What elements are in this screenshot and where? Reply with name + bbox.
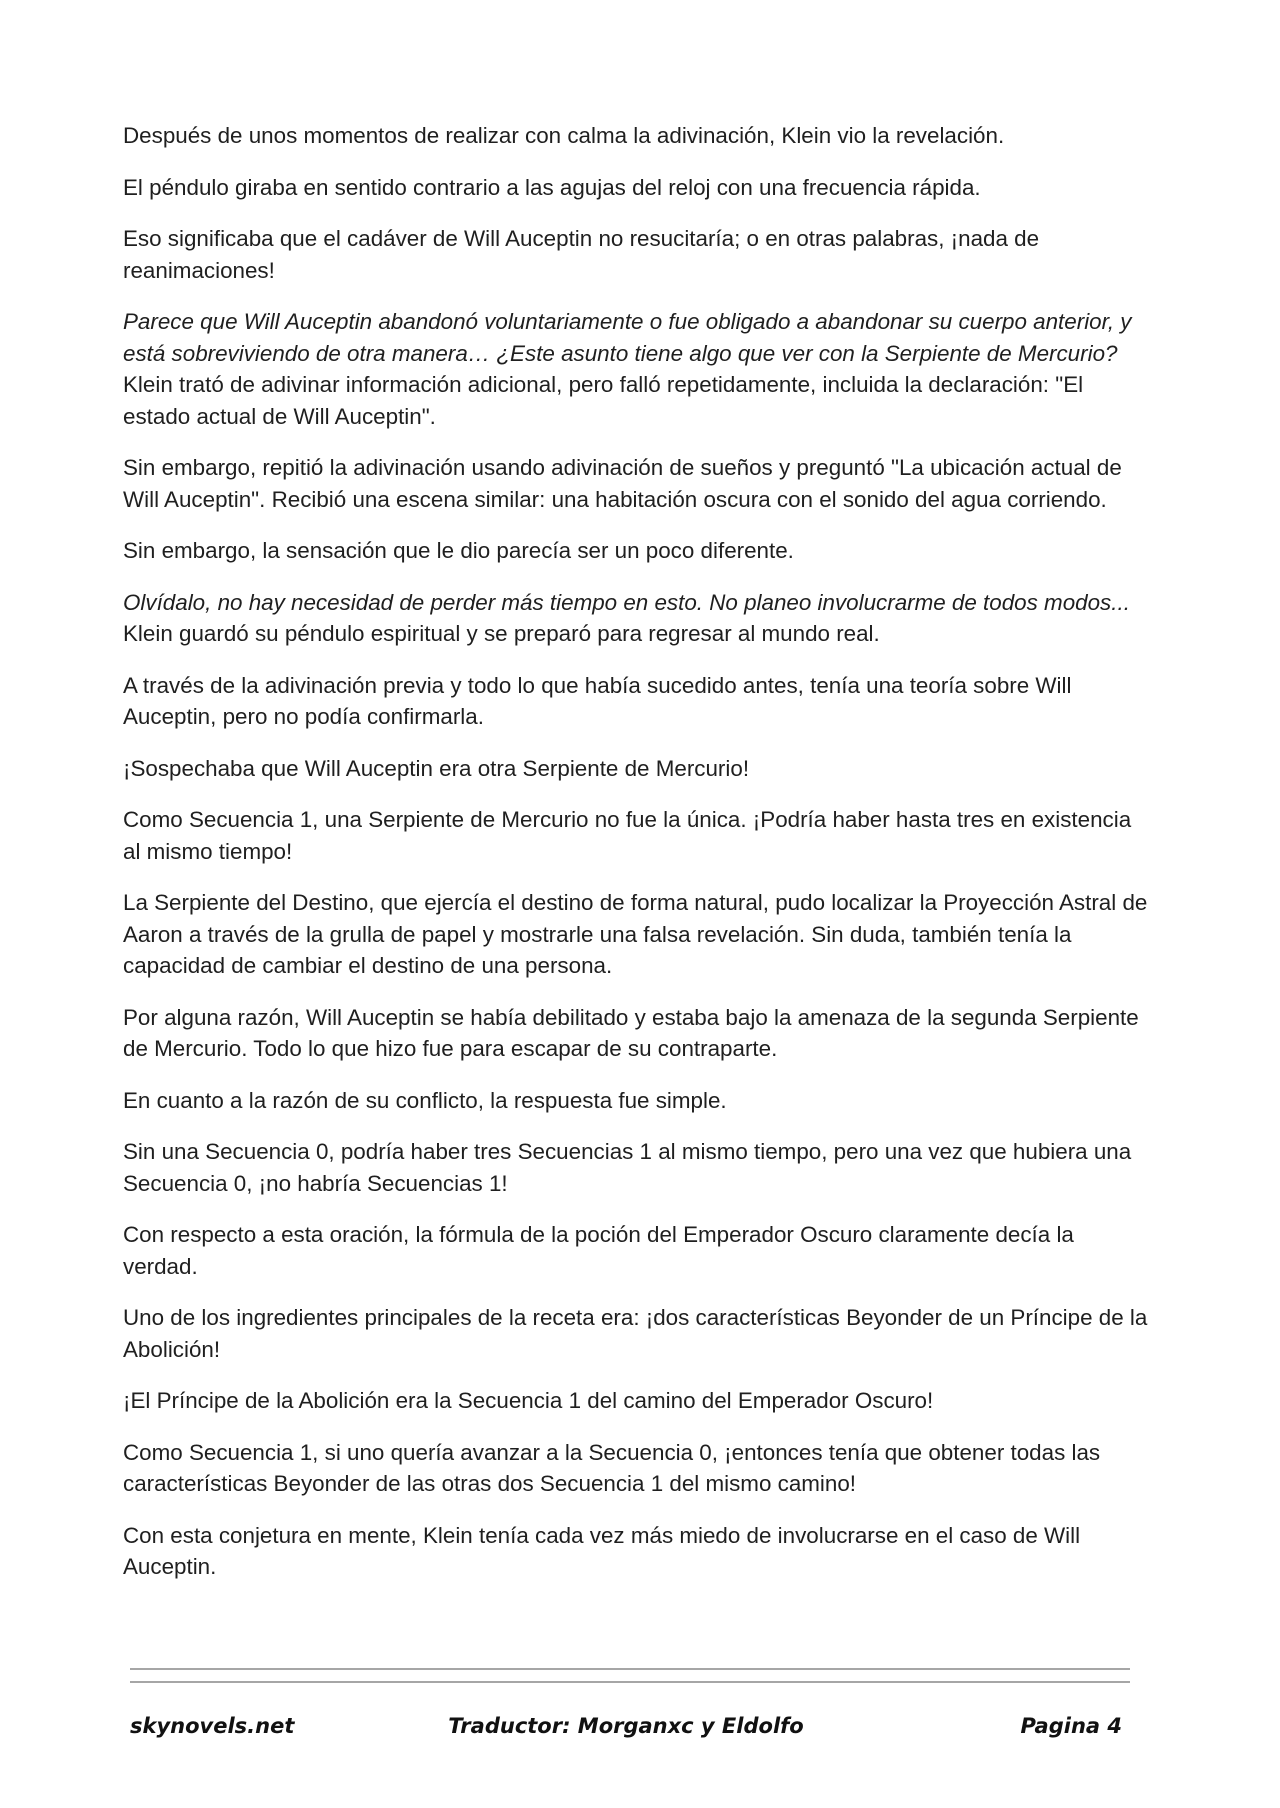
paragraph-text: Sin una Secuencia 0, podría haber tres Secuencias 1 al mismo tiempo, pero una vez que hubiera una Secuencia 0, ¡no habría Secuencias 1! <box>123 1139 1132 1196</box>
paragraph-text: El péndulo giraba en sentido contrario a las agujas del reloj con una frecuencia rápida. <box>123 174 981 200</box>
paragraph-4 <box>123 306 1148 432</box>
paragraph-8 <box>123 670 1148 733</box>
footer-site: skynovels.net <box>130 1714 295 1738</box>
footer-translator: Traductor: Morganxc y Eldolfo <box>448 1714 804 1738</box>
paragraph-12 <box>123 1002 1148 1065</box>
paragraph-16 <box>123 1302 1148 1365</box>
paragraph-text: Sin embargo, la sensación que le dio parecía ser un poco diferente. <box>123 538 794 563</box>
paragraph-13 <box>123 1085 1148 1117</box>
paragraph-text: ¡El Príncipe de la Abolición era la Secuencia 1 del camino del Emperador Oscuro! <box>123 1388 934 1413</box>
paragraph-text: Eso significaba que el cadáver de Will Auceptin no resucitaría; o en otras palabras, ¡nada de reanimaciones! <box>123 226 1040 283</box>
italic-thought: Olvídalo, no hay necesidad de perder más tiempo en esto. No planeo involucrarme de todos modos... <box>123 589 1130 615</box>
paragraph-text: Después de unos momentos de realizar con calma la adivinación, Klein vio la revelación. <box>123 123 1005 148</box>
paragraph-14 <box>123 1136 1148 1199</box>
footer-divider-bottom <box>130 1681 1130 1683</box>
paragraph-text: A través de la adivinación previa y todo lo que había sucedido antes, tenía una teoría sobre Will Auceptin, pero no podía confirmarla. <box>123 672 1072 729</box>
paragraph-19 <box>123 1520 1148 1583</box>
paragraph-text: Como Secuencia 1, una Serpiente de Mercurio no fue la única. ¡Podría haber hasta tres en existencia al mismo tiempo! <box>123 807 1132 864</box>
paragraph-text: Con esta conjetura en mente, Klein tenía cada vez más miedo de involucrarse en el caso de Will Auceptin. <box>123 1522 1081 1579</box>
paragraph-5 <box>123 452 1148 515</box>
paragraph-7 <box>123 587 1148 650</box>
paragraph-11 <box>123 887 1148 982</box>
paragraph-9 <box>123 753 1148 785</box>
paragraph-3 <box>123 223 1148 286</box>
paragraph-text: Sin embargo, repitió la adivinación usando adivinación de sueños y preguntó "La ubicación actual de Will Auceptin". Recibió una escena similar: una habitación oscura con el sonido del agua corriendo. <box>123 455 1122 512</box>
footer-page-number: Pagina 4 <box>1020 1714 1122 1738</box>
paragraph-18 <box>123 1437 1148 1500</box>
paragraph-text: Klein trató de adivinar información adicional, pero falló repetidamente, incluida la declaración: "El estado actual de Will Auceptin". <box>123 372 1084 429</box>
italic-thought: Parece que Will Auceptin abandonó voluntariamente o fue obligado a abandonar su cuerpo anterior, y está sobreviviendo de otra manera… ¿Este asunto tiene algo que ver con la Serpiente de Mercurio? <box>123 309 1132 366</box>
paragraph-text: Uno de los ingredientes principales de la receta era: ¡dos características Beyonder de un Príncipe de la Abolición! <box>123 1305 1148 1362</box>
body-text <box>123 120 1148 1603</box>
paragraph-10 <box>123 804 1148 867</box>
paragraph-text: La Serpiente del Destino, que ejercía el destino de forma natural, pudo localizar la Proyección Astral de Aaron a través de la grulla de papel y mostrarle una falsa revelación. Sin duda, también tenía la capacidad de cambiar el destino de una persona. <box>123 890 1148 978</box>
paragraph-text: Con respecto a esta oración, la fórmula de la poción del Emperador Oscuro claramente decía la verdad. <box>123 1222 1074 1279</box>
paragraph-text: ¡Sospechaba que Will Auceptin era otra Serpiente de Mercurio! <box>123 755 750 781</box>
paragraph-17 <box>123 1385 1148 1417</box>
page-footer <box>130 1714 1122 1748</box>
paragraph-2 <box>123 172 1148 204</box>
paragraph-1 <box>123 120 1148 152</box>
paragraph-15 <box>123 1219 1148 1282</box>
paragraph-text: Como Secuencia 1, si uno quería avanzar a la Secuencia 0, ¡entonces tenía que obtener todas las características Beyonder de las otras dos Secuencia 1 del mismo camino! <box>123 1439 1101 1496</box>
paragraph-text: En cuanto a la razón de su conflicto, la respuesta fue simple. <box>123 1087 727 1113</box>
paragraph-6 <box>123 535 1148 567</box>
paragraph-text: Por alguna razón, Will Auceptin se había debilitado y estaba bajo la amenaza de la segunda Serpiente de Mercurio. Todo lo que hizo fue para escapar de su contraparte. <box>123 1004 1139 1061</box>
footer-divider-top <box>130 1668 1130 1670</box>
paragraph-text: Klein guardó su péndulo espiritual y se preparó para regresar al mundo real. <box>123 621 880 646</box>
